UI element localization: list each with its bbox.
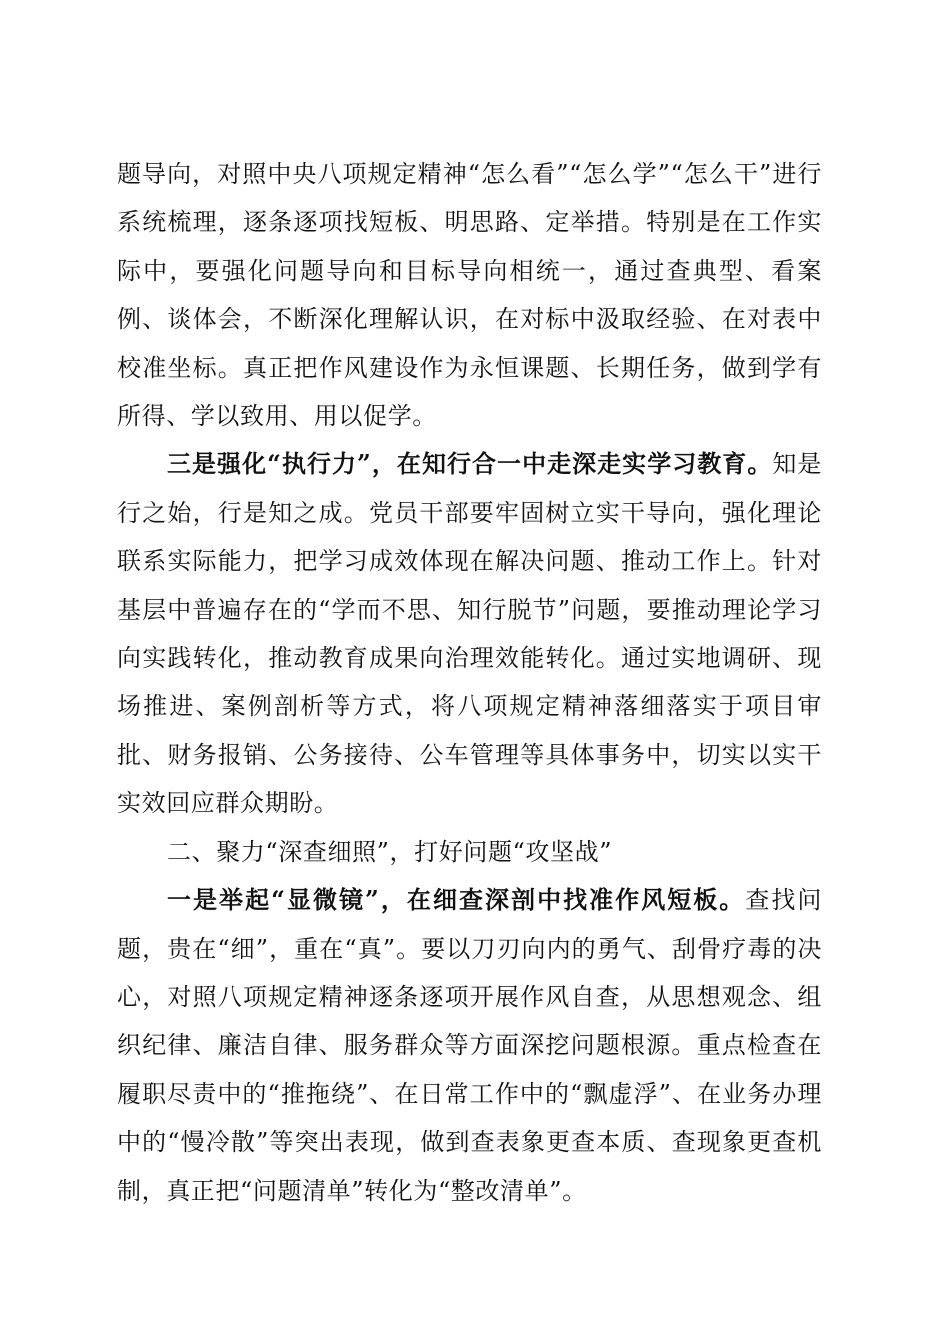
paragraph-text: 知是行之始，行是知之成。党员干部要牢固树立实干导向，强化理论联系实际能力，把学习成效体现在解决问题、推动工作上。针对基层中普遍存在的“学而不思、知行脱节”问题，要推动理论学习向实践转化，推动教育成果向治理效能转化。通过实地调研、现场推进、案例剖析等方式，将八项规定精神落细落实于项目审批、财务报销、公务接待、公车管理等具体事务中，切实以实干实效回应群众期盼。 bbox=[117, 450, 823, 818]
paragraph-text: 题导向，对照中央八项规定精神“怎么看”“怎么学”“怎么干”进行系统梳理，逐条逐项找短板、明思路、定举措。特别是在工作实际中，要强化问题导向和目标导向相统一，通过查典型、看案例、谈体会，不断深化理解认识，在对标中汲取经验、在对表中校准坐标。真正把作风建设作为永恒课题、长期任务，做到学有所得、学以致用、用以促学。 bbox=[117, 160, 822, 431]
section-heading bbox=[117, 828, 822, 876]
paragraph-lead-bold: 一是举起“显微镜”，在细查深剖中找准作风短板。 bbox=[167, 885, 746, 915]
paragraph-execution bbox=[117, 440, 822, 827]
paragraph-continuation bbox=[117, 150, 822, 440]
paragraph-microscope bbox=[117, 876, 822, 1215]
section-heading-text: 二、聚力“深查细照”，打好问题“攻坚战” bbox=[167, 837, 613, 866]
paragraph-text: 查找问题，贵在“细”，重在“真”。要以刀刃向内的勇气、刮骨疗毒的决心，对照八项规定精神逐条逐项开展作风自查，从思想观念、组织纪律、廉洁自律、服务群众等方面深挖问题根源。重点检查在履职尽责中的“推拖绕”、在日常工作中的“飘虚浮”、在业务办理中的“慢冷散”等突出表现，做到查表象更查本质、查现象更查机制，真正把“问题清单”转化为“整改清单”。 bbox=[117, 886, 822, 1205]
paragraph-lead-bold: 三是强化“执行力”，在知行合一中走深走实学习教育。 bbox=[167, 449, 773, 479]
